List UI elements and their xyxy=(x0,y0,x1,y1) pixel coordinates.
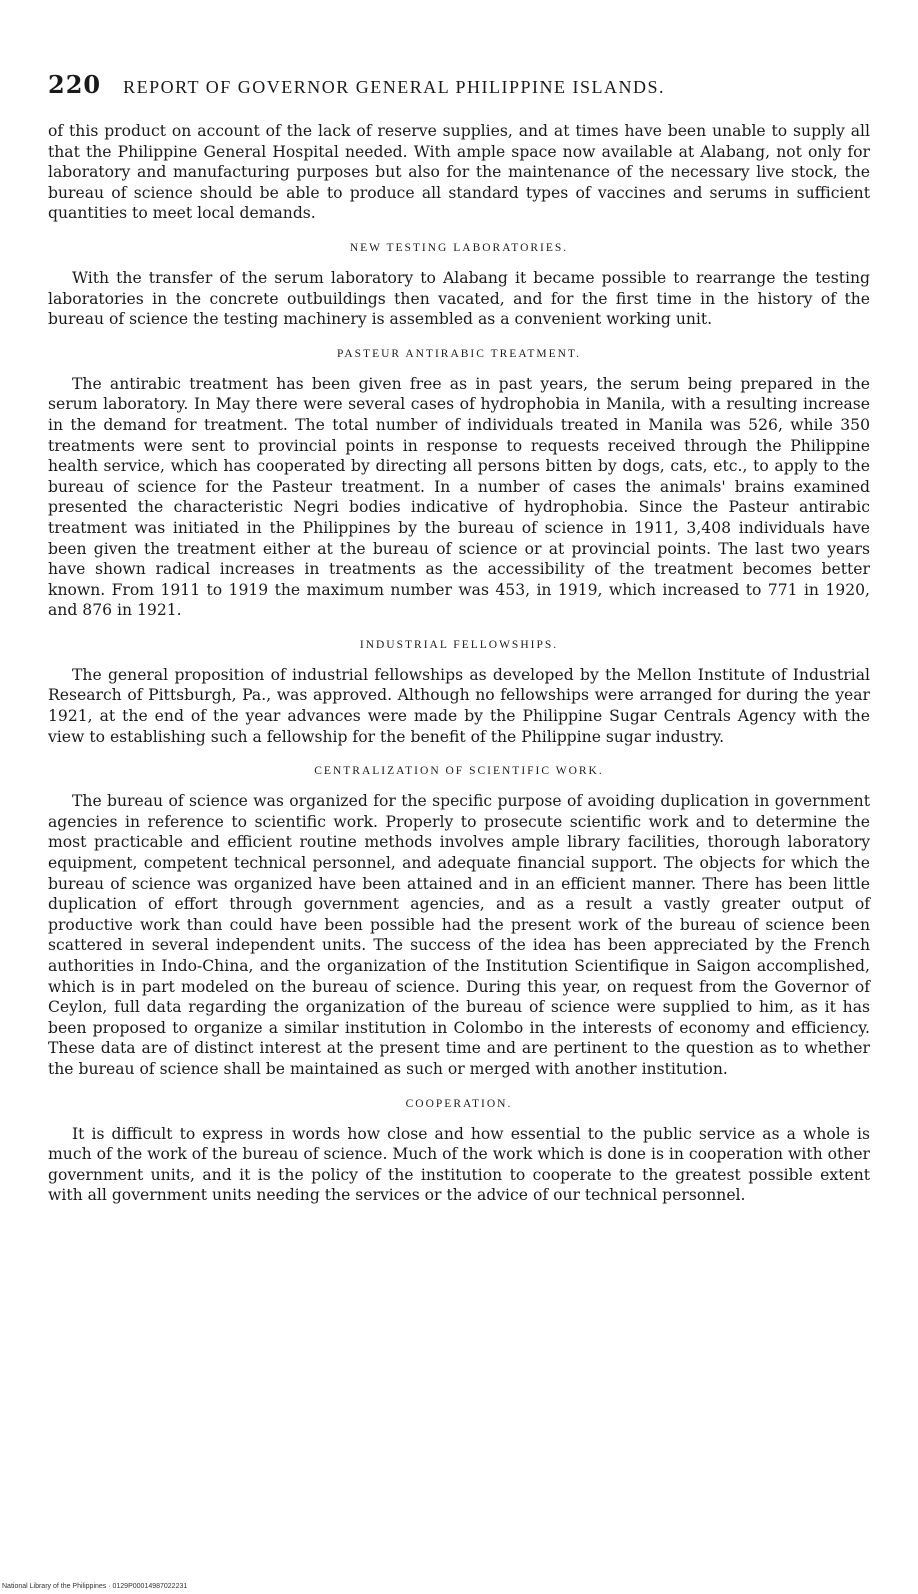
paragraph-new-testing-laboratories: With the transfer of the serum laboratory to Alabang it became possible to rearrange the testing laboratories in the concrete outbuildings then vacated, and for the first time in the history of the bureau of science the testing machinery is assembled as a convenient working unit. xyxy=(48,268,870,329)
document-page xyxy=(48,70,870,1206)
paragraph-pasteur-antirabic-treatment: The antirabic treatment has been given free as in past years, the serum being prepared in the serum laboratory. In May there were several cases of hydrophobia in Manila, with a resulting increase in the demand for treatment. The total number of individuals treated in Manila was 526, while 350 treatments were sent to provincial points in response to requests received through the Philippine health service, which has cooperated by directing all persons bitten by dogs, cats, etc., to apply to the bureau of science for the Pasteur treatment. In a number of cases the animals' brains examined presented the characteristic Negri bodies indicative of hydrophobia. Since the Pasteur antirabic treatment was initiated in the Philippines by the bureau of science in 1911, 3,408 individuals have been given the treatment either at the bureau of science or at provincial points. The last two years have shown radical increases in treatments as the accessibility of the treatment becomes better known. From 1911 to 1919 the maximum number was 453, in 1919, which increased to 771 in 1920, and 876 in 1921. xyxy=(48,374,870,620)
heading-cooperation: COOPERATION. xyxy=(405,1097,513,1110)
scan-source-footer: National Library of the Philippines · 0129P00014987022231 xyxy=(2,1583,188,1590)
paragraph-continuation: of this product on account of the lack of reserve supplies, and at times have been unable to supply all that the Philippine General Hospital needed. With ample space now available at Alabang, not only for laboratory and manufacturing purposes but also for the maintenance of the necessary live stock, the bureau of science should be able to produce all standard types of vaccines and serums in sufficient quantities to meet local demands. xyxy=(48,122,870,223)
paragraph-industrial-fellowships: The general proposition of industrial fellowships as developed by the Mellon Institute of Industrial Research of Pittsburgh, Pa., was approved. Although no fellowships were arranged for during the year 1921, at the end of the year advances were made by the Philippine Sugar Centrals Agency with the view to establishing such a fellowship for the benefit of the Philippine sugar industry. xyxy=(48,665,870,746)
paragraph-cooperation: It is difficult to express in words how close and how essential to the public service as a whole is much of the work of the bureau of science. Much of the work which is done is in cooperation with other government units, and it is the policy of the institution to cooperate to the greatest possible extent with all government units needing the services or the advice of our technical personnel. xyxy=(48,1124,871,1205)
page-header xyxy=(48,70,870,99)
heading-centralization-of-scientific-work: CENTRALIZATION OF SCIENTIFIC WORK. xyxy=(314,765,604,778)
heading-industrial-fellowships: INDUSTRIAL FELLOWSHIPS. xyxy=(359,638,559,651)
heading-pasteur-antirabic-treatment: PASTEUR ANTIRABIC TREATMENT. xyxy=(337,347,581,360)
heading-new-testing-laboratories: NEW TESTING LABORATORIES. xyxy=(349,241,569,254)
page-number: 220 xyxy=(48,70,102,99)
running-head: REPORT OF GOVERNOR GENERAL PHILIPPINE ISLANDS. xyxy=(123,77,666,97)
paragraph-centralization-of-scientific-work: The bureau of science was organized for the specific purpose of avoiding duplication in government agencies in reference to scientific work. Properly to prosecute scientific work and to determine the most practicable and efficient routine methods involves ample library facilities, thorough laboratory equipment, competent technical personnel, and adequate financial support. The objects for which the bureau of science was organized have been attained and in an efficient manner. There has been little duplication of effort through government agencies, and as a result a vastly greater output of productive work than could have been possible had the present work of the bureau of science been scattered in several independent units. The success of the idea has been appreciated by the French authorities in Indo-China, and the organization of the Institution Scientifique in Saigon accomplished, which is in part modeled on the bureau of science. During this year, on request from the Governor of Ceylon, full data regarding the organization of the bureau of science were supplied to him, as it has been proposed to organize a similar institution in Colombo in the interests of economy and efficiency. These data are of distinct interest at the present time and are pertinent to the question as to whether the bureau of science shall be maintained as such or merged with another institution. xyxy=(48,792,870,1078)
